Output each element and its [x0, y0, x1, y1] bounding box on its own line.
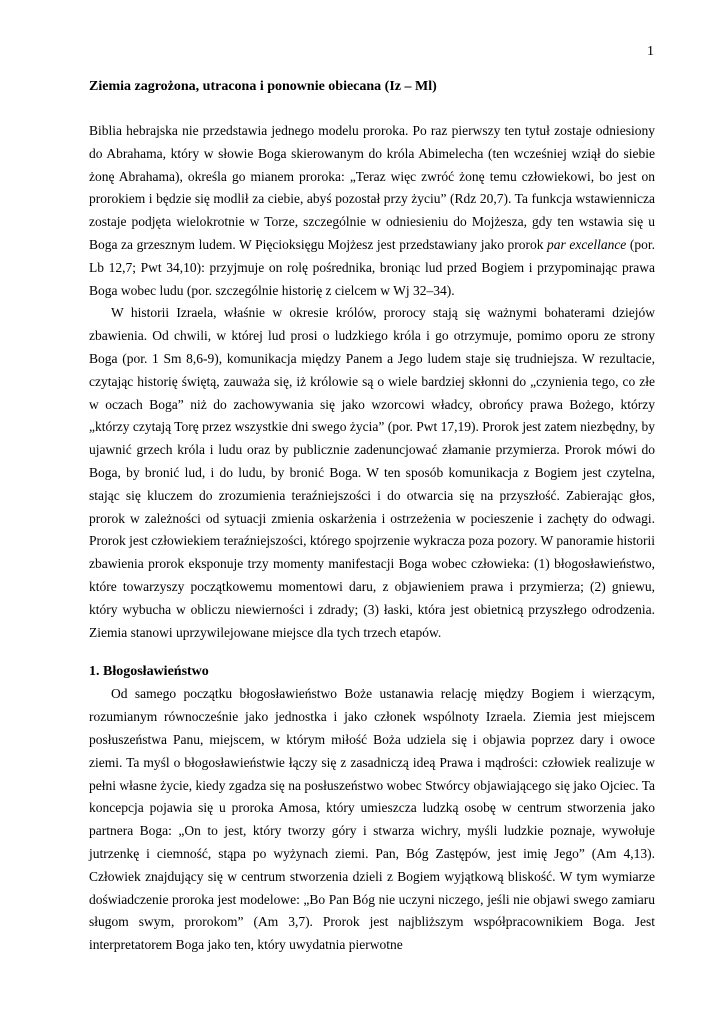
paragraph-intro-text — [89, 123, 655, 298]
italic-term: par excellance — [547, 236, 627, 252]
paragraph-intro — [89, 120, 655, 302]
document-body — [89, 80, 655, 957]
section-heading: 1. Błogosławieństwo — [89, 664, 209, 680]
paragraph-history: W historii Izraela, właśnie w okresie królów, prorocy stają się ważnymi bohaterami dziejów zbawienia. Od chwili, w której lud prosi o ludzkiego króla i go otrzymuje, pomimo oporu ze strony Boga (por. 1 Sm 8,6-9), komunikacja między Panem a Jego ludem staje się trudniejsza. W rezultacie, czytając historię świętą, zauważa się, iż królowie są o wiele bardziej skłonni do „czynienia tego, co złe w oczach Boga” niż do zachowywania się jako wzorcowi władcy, obrońcy prawa Bożego, którzy „którzy czytają Torę przez wszystkie dni swego życia” (por. Pwt 17,19). Prorok jest zatem niezbędny, by ujawnić grzech króla i ludu oraz by publicznie zadenuncjować złamanie przymierza. Prorok mówi do Boga, by bronić lud, i do ludu, by bronić Boga. W ten sposób komunikacja z Bogiem jest czytelna, stając się kluczem do zrozumienia teraźniejszości i do otwarcia się na przyszłość. Zabierając głos, prorok w zależności od sytuacji zmienia oskarżenia i ostrzeżenia w pocieszenie i zachęty do odwagi. Prorok jest człowiekiem teraźniejszości, którego spojrzenie wykracza poza pozory. W panoramie historii zbawienia prorok eksponuje trzy momenty manifestacji Boga wobec człowieka: (1) błogosławieństwo, które towarzyszy początkowemu momentowi daru, z objawieniem prawa i przymierza; (2) gniewu, który wybucha w obliczu niewierności i zdrady; (3) łaski, która jest obietnicą przyszłego odrodzenia. Ziemia stanowi uprzywilejowane miejsce dla tych trzech etapów. — [89, 305, 655, 640]
document-title: Ziemia zagrożona, utracona i ponownie obiecana (Iz – Ml) — [89, 79, 437, 94]
paragraph-intro-part1: Biblia hebrajska nie przedstawia jednego modelu proroka. Po raz pierwszy ten tytuł zostaje odniesiony do Abrahama, który w słowie Boga skierowanym do króla Abimelecha (ten wcześniej wziął do siebie żonę Abrahama), określa go mianem proroka: „Teraz więc zwróć żonę temu człowiekowi, bo jest on prorokiem i będzie się modlił za ciebie, abyś pozostał przy życiu” (Rdz 20,7). Ta funkcja wstawiennicza zostaje podjęta wielokrotnie w Torze, szczególnie w odniesieniu do Mojżesza, gdy ten wstawia się u Boga za grzesznym ludem. W Pięcioksięgu Mojżesz jest przedstawiany jako prorok — [89, 123, 655, 252]
page-number: 1 — [647, 44, 654, 59]
paragraph-intro-part2: (por. Lb 12,7; Pwt 34,10): przyjmuje on rolę pośrednika, broniąc lud przed Bogiem i przypominając prawa Boga wobec ludu (por. szczególnie historię z cielcem w Wj 32–34). — [89, 236, 655, 298]
paragraph-blessing: Od samego początku błogosławieństwo Boże ustanawia relację między Bogiem i wierzącym, rozumianym równocześnie jako jednostka i jako członek wspólnoty Izraela. Ziemia jest miejscem posłuszeństwa Panu, miejscem, w którym miłość Boża udziela się i objawia poprzez dary i owoce ziemi. Ta myśl o błogosławieństwie łączy się z zasadniczą ideą Prawa i mądrości: człowiek realizuje w pełni własne życie, kiedy zgadza się na posłuszeństwo wobec Stwórcy objawiającego się jako Ojciec. Ta koncepcja pojawia się u proroka Amosa, który umieszcza ludzką osobę w centrum stworzenia jako partnera Boga: „On to jest, który tworzy góry i stwarza wichry, myśli ludzkie poznaje, wywołuje jutrzenkę i ciemność, stąpa po wyżynach ziemi. Pan, Bóg Zastępów, jest imię Jego” (Am 4,13). Człowiek znajdujący się w centrum stworzenia dzieli z Bogiem wyjątkową bliskość. W tym wymiarze doświadczenie proroka jest modelowe: „Bo Pan Bóg nie uczyni niczego, jeśli nie objawi swego zamiaru sługom swym, prorokom” (Am 3,7). Prorok jest najbliższym współpracownikiem Boga. Jest interpretatorem Boga jako ten, który uwydatnia pierwotne — [89, 686, 655, 953]
